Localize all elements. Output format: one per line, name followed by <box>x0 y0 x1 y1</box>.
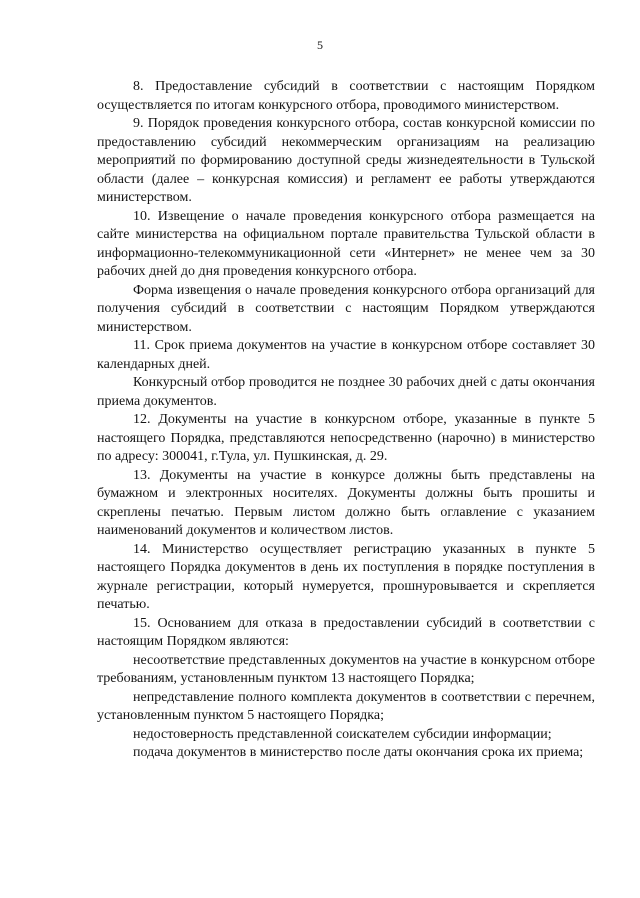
paragraph-13: 13. Документы на участие в конкурсе должны быть представлены на бумажном и электронных носителях. Документы должны быть прошиты и скреплены печатью. Первым листом должно быть оглавление с указанием наименований документов и количеством листов. <box>97 467 595 538</box>
paragraph-12: 12. Документы на участие в конкурсном отборе, указанные в пункте 5 настоящего Порядка, представляются непосредственно (нарочно) в министерство по адресу: 300041, г.Тула, ул. Пушкинская, д. 29. <box>97 412 595 464</box>
paragraph-8: 8. Предоставление субсидий в соответствии с настоящим Порядком осуществляется по итогам конкурсного отбора, проводимого министерством. <box>97 79 595 113</box>
refusal-reason-item: несоответствие представленных документов на участие в конкурсном отборе требованиям, установленным пунктом 13 настоящего Порядка; <box>97 652 595 686</box>
paragraph-9: 9. Порядок проведения конкурсного отбора, состав конкурсной комиссии по предоставлению субсидий некоммерческим организациям на реализацию мероприятий по формированию доступной среды жизнедеятельности в Тульской области (далее – конкурсная комиссия) и регламент ее работы утверждаются министерством. <box>97 116 595 205</box>
paragraph-10-form: Форма извещения о начале проведения конкурсного отбора организаций для получения субсидий в соответствии с настоящим Порядком утверждаются министерством. <box>97 282 595 335</box>
document-body <box>97 78 595 763</box>
page-number: 5 <box>317 38 323 52</box>
paragraph-14: 14. Министерство осуществляет регистрацию указанных в пункте 5 настоящего Порядка документов в день их поступления в порядке поступления в журнале регистрации, который нумеруется, прошнуровывается и скрепляется печатью. <box>97 541 595 612</box>
refusal-reason-item: подача документов в министерство после даты окончания срока их приема; <box>133 745 584 760</box>
refusal-reason-item: недостоверность представленной соискателем субсидии информации; <box>133 726 552 742</box>
paragraph-15: 15. Основанием для отказа в предоставлении субсидий в соответствии с настоящим Порядком являются: <box>97 615 595 649</box>
paragraph-10: 10. Извещение о начале проведения конкурсного отбора размещается на сайте министерства на официальном портале правительства Тульской области в информационно-телекоммуникационной сети «Интернет» не менее чем за 30 рабочих дней до дня проведения конкурсного отбора. <box>97 208 595 279</box>
paragraph-11: 11. Срок приема документов на участие в конкурсном отборе составляет 30 календарных дней. <box>97 338 595 372</box>
refusal-reason-item: непредставление полного комплекта документов в соответствии с перечнем, установленным пунктом 5 настоящего Порядка; <box>97 689 595 723</box>
paragraph-11-deadline: Конкурсный отбор проводится не позднее 30 рабочих дней с даты окончания приема документов. <box>97 375 595 409</box>
